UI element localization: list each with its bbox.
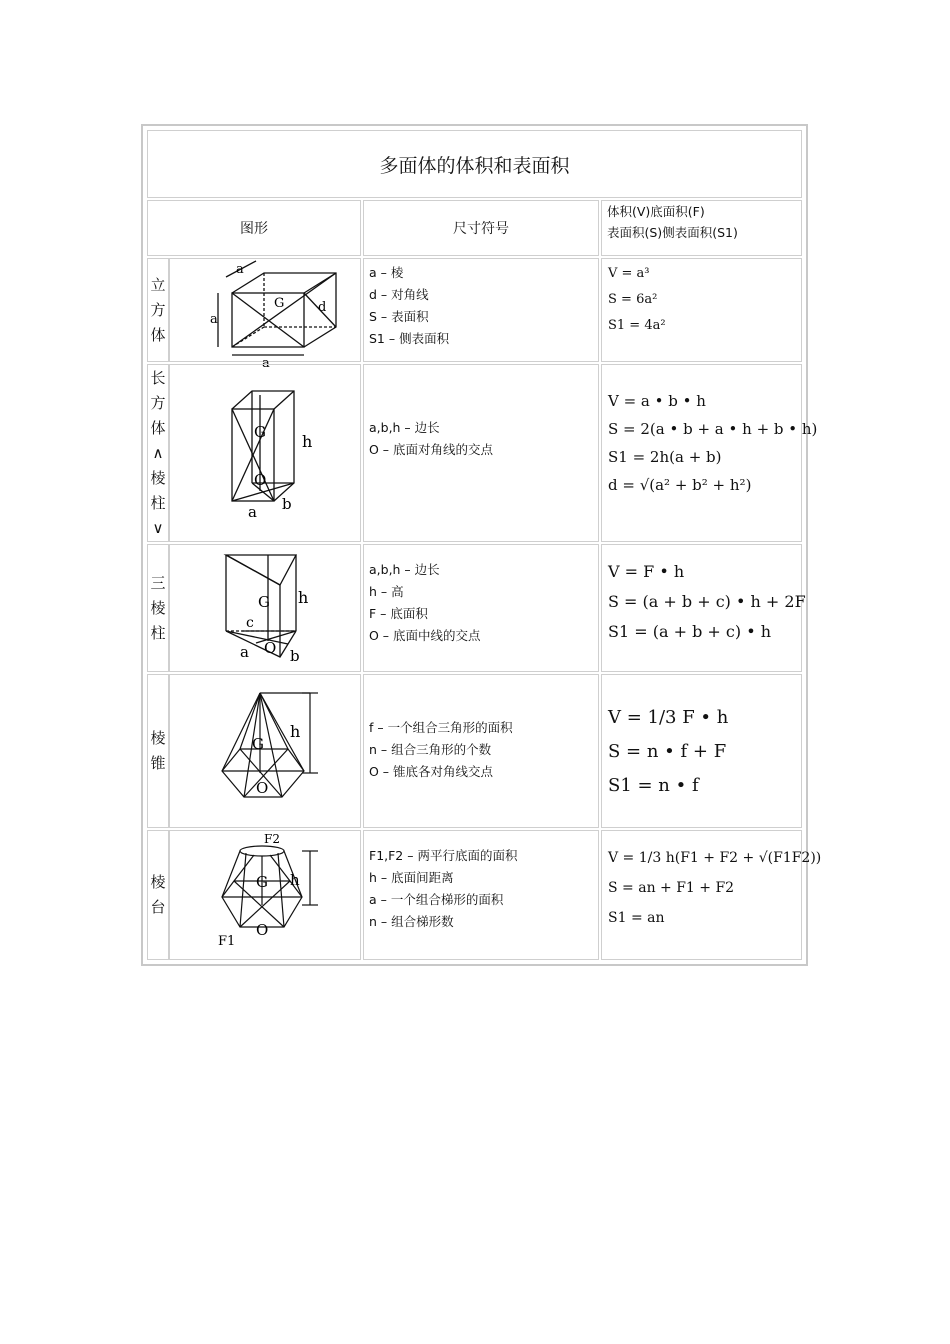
cube-label-d: d <box>318 300 327 315</box>
row-label-char: 棱 <box>150 729 166 747</box>
symbol-line: S – 表面积 <box>369 309 429 324</box>
row-label-char: 柱 <box>150 493 166 512</box>
symbol-line: O – 锥底各对角线交点 <box>369 764 494 779</box>
formulas-prism <box>601 544 806 672</box>
symbols-cube <box>363 258 599 362</box>
symbol-line: a,b,h – 边长 <box>369 562 440 577</box>
symbol-line: O – 底面中线的交点 <box>369 628 481 643</box>
header-formulas <box>601 200 802 256</box>
pyramid-diagram <box>170 675 362 829</box>
row-label-pyramid <box>147 674 169 828</box>
prism-label-h: h <box>298 588 309 607</box>
header-figure-text: 图形 <box>240 221 268 237</box>
formula-line: S1 = n • f <box>608 775 699 796</box>
figure-pyramid <box>169 674 361 828</box>
cuboid-label-a: a <box>248 503 257 521</box>
symbol-line: a – 棱 <box>369 265 404 280</box>
figure-cube <box>169 258 361 371</box>
symbol-line: F – 底面积 <box>369 606 428 621</box>
header-symbols-text: 尺寸符号 <box>453 221 509 237</box>
formula-table <box>141 124 822 966</box>
formulas-frustum <box>601 830 822 960</box>
row-label-char: 棱 <box>150 468 166 487</box>
formulas-cube <box>601 258 802 362</box>
formulas-pyramid <box>601 674 802 828</box>
cube-label-a-left: a <box>210 312 218 327</box>
formula-line: S = 2(a • b + a • h + b • h) <box>608 420 818 438</box>
formula-line: V = a • b • h <box>608 392 706 410</box>
symbols-pyramid <box>363 674 599 828</box>
header-formulas-line1: 体积(V)底面积(F) <box>607 204 705 219</box>
row-label-char: ∨ <box>152 518 164 537</box>
symbols-cuboid <box>363 364 599 542</box>
symbol-line: S1 – 侧表面积 <box>369 331 450 346</box>
row-label-char: 柱 <box>150 623 166 642</box>
formula-line: S1 = (a + b + c) • h <box>608 622 772 641</box>
cube-diagram <box>170 259 362 371</box>
cube-label-a-bottom: a <box>262 356 270 371</box>
formula-line: S = an + F1 + F2 <box>608 880 735 896</box>
header-symbols <box>363 200 599 256</box>
figure-cuboid <box>169 364 361 542</box>
formula-line: S = (a + b + c) • h + 2F <box>608 592 806 611</box>
cuboid-diagram <box>170 365 362 543</box>
symbols-prism <box>363 544 599 672</box>
row-label-char: 方 <box>150 393 166 412</box>
table-title: 多面体的体积和表面积 <box>147 130 802 198</box>
formula-line: V = 1/3 h(F1 + F2 + √(F1F2)) <box>608 850 822 866</box>
symbol-line: n – 组合三角形的个数 <box>369 742 492 757</box>
formula-line: S = 6a² <box>608 292 658 307</box>
prism-label-b: b <box>290 647 300 665</box>
formula-line: S = n • f + F <box>608 741 727 762</box>
symbol-line: d – 对角线 <box>369 287 429 302</box>
cube-label-G: G <box>274 296 285 311</box>
symbol-line: f – 一个组合三角形的面积 <box>369 720 513 735</box>
row-label-char: ∧ <box>152 443 164 462</box>
frustum-diagram <box>170 831 362 961</box>
frustum-label-O: O <box>256 921 269 939</box>
formulas-cuboid <box>601 364 818 542</box>
formula-line: V = F • h <box>608 562 685 581</box>
symbol-line: O – 底面对角线的交点 <box>369 442 494 457</box>
row-label-char: 方 <box>150 300 166 319</box>
symbol-line: a,b,h – 边长 <box>369 420 440 435</box>
row-label-cuboid <box>147 364 169 542</box>
row-label-char: 棱 <box>150 873 166 891</box>
formula-line: d = √(a² + b² + h²) <box>608 476 752 494</box>
row-label-frustum <box>147 830 169 960</box>
symbol-line: n – 组合梯形数 <box>369 914 454 929</box>
symbol-line: h – 高 <box>369 584 404 599</box>
row-label-char: 长 <box>150 368 166 387</box>
frustum-label-h: h <box>290 871 300 889</box>
formula-line: V = a³ <box>608 266 650 281</box>
cuboid-label-O: O <box>254 471 267 489</box>
row-label-char: 三 <box>150 573 166 592</box>
frustum-label-F1: F1 <box>218 934 236 949</box>
row-label-char: 锥 <box>150 754 166 772</box>
pyramid-label-O: O <box>256 779 269 797</box>
symbol-line: h – 底面间距离 <box>369 870 454 885</box>
row-label-char: 立 <box>150 275 166 294</box>
symbols-frustum <box>363 830 599 960</box>
cuboid-label-h: h <box>302 432 313 451</box>
row-label-char: 棱 <box>150 598 166 617</box>
cube-label-a-top: a <box>236 262 244 277</box>
row-label-char: 体 <box>150 418 166 437</box>
row-label-prism <box>147 544 169 672</box>
header-figure <box>147 200 361 256</box>
symbol-line: a – 一个组合梯形的面积 <box>369 892 504 907</box>
frustum-label-F2: F2 <box>264 832 280 846</box>
prism-label-O: O <box>264 639 277 657</box>
prism-label-c: c <box>246 615 254 631</box>
prism-label-a: a <box>240 643 249 661</box>
symbol-line: F1,F2 – 两平行底面的面积 <box>369 848 518 863</box>
formula-line: S1 = an <box>608 910 665 926</box>
cuboid-label-G: G <box>254 423 266 441</box>
row-label-char: 体 <box>150 325 166 344</box>
cuboid-label-b: b <box>282 495 292 513</box>
prism-diagram <box>170 545 362 673</box>
formula-line: S1 = 4a² <box>608 318 666 333</box>
frustum-label-G: G <box>256 873 268 891</box>
figure-frustum <box>169 830 361 960</box>
pyramid-label-G: G <box>252 735 264 753</box>
pyramid-label-h: h <box>290 722 301 741</box>
formula-line: S1 = 2h(a + b) <box>608 448 722 466</box>
formula-line: V = 1/3 F • h <box>608 707 729 728</box>
row-label-cube <box>147 258 169 362</box>
prism-label-G: G <box>258 593 270 611</box>
figure-prism <box>169 544 361 672</box>
row-label-char: 台 <box>150 898 166 916</box>
header-formulas-line2: 表面积(S)侧表面积(S1) <box>607 225 738 240</box>
